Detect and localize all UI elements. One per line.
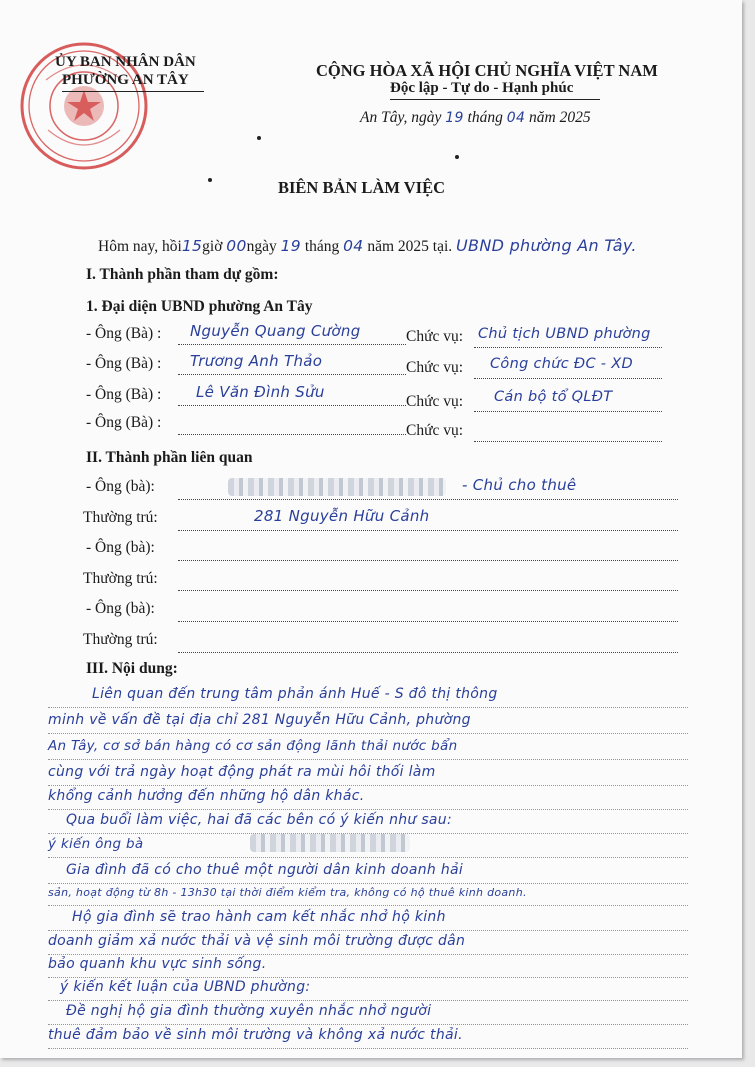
dotted-line	[474, 347, 662, 348]
dotted-line	[48, 883, 688, 884]
intro-hom-nay: Hôm nay, hồi	[98, 238, 182, 255]
intro-gio: giờ	[202, 238, 223, 255]
address-label: Thường trú:	[83, 631, 158, 648]
date-prefix: An Tây, ngày	[360, 109, 442, 126]
attendee-label: - Ông (Bà) :	[86, 386, 162, 403]
address-value: 281 Nguyễn Hữu Cảnh	[254, 507, 430, 525]
dotted-line	[48, 809, 688, 810]
redacted-name-blur	[250, 834, 410, 852]
content-line: Qua buổi làm việc, hai đã các bên có ý kiến như sau:	[66, 812, 452, 828]
date-day: 19	[445, 110, 464, 126]
section2-heading: II. Thành phần liên quan	[86, 449, 253, 466]
dotted-line	[48, 759, 688, 760]
motto-underline	[390, 99, 600, 100]
dotted-line	[178, 405, 406, 406]
dotted-line	[178, 374, 406, 375]
date-month: 04	[506, 110, 526, 126]
party-label: - Ông (bà):	[86, 539, 155, 556]
address-label: Thường trú:	[83, 509, 158, 526]
role-label: Chức vụ:	[406, 422, 464, 439]
dotted-line	[48, 1000, 688, 1001]
dotted-line	[474, 441, 662, 442]
dotted-line	[178, 590, 678, 591]
dotted-line	[48, 707, 688, 708]
redacted-name-blur	[228, 478, 446, 496]
dotted-line	[178, 344, 406, 345]
intro-nam-tai: năm 2025 tại.	[367, 238, 453, 255]
dotted-line	[48, 785, 688, 786]
party-value: - Chủ cho thuê	[462, 476, 577, 494]
section3-heading: III. Nội dung:	[86, 660, 178, 677]
intro-place: UBND phường An Tây.	[456, 236, 637, 255]
content-line: ý kiến kết luận của UBND phường:	[60, 979, 311, 995]
ink-speck	[455, 155, 459, 159]
nation-motto: Độc lập - Tự do - Hạnh phúc	[390, 80, 574, 96]
attendee-label: - Ông (Bà) :	[86, 355, 162, 372]
dotted-line	[474, 411, 662, 412]
content-line: Đề nghị hộ gia đình thường xuyên nhắc nhở người	[66, 1003, 432, 1019]
intro-hour: 15	[181, 237, 203, 255]
intro-day: 19	[280, 237, 301, 255]
intro-thang: tháng	[304, 238, 340, 255]
attendee-name: Nguyễn Quang Cường	[190, 322, 361, 340]
content-line: Gia đình đã có cho thuê một người dân kinh doanh hải	[66, 862, 464, 878]
intro-line	[98, 236, 637, 256]
dotted-line	[48, 905, 688, 906]
content-line: An Tây, cơ sở bán hàng có cơ sản động lãnh thải nước bẩn	[48, 738, 458, 754]
dotted-line	[48, 1024, 688, 1025]
attendee-name: Lê Văn Đình Sửu	[196, 383, 325, 401]
ink-speck	[208, 178, 212, 182]
nation-title: CỘNG HÒA XÃ HỘI CHỦ NGHĨA VIỆT NAM	[316, 61, 658, 80]
content-line: Hộ gia đình sẽ trao hành cam kết nhắc nhở hộ kinh	[72, 909, 446, 925]
org-underline	[62, 91, 204, 92]
dotted-line	[48, 954, 688, 955]
content-line: minh về vấn đề tại địa chỉ 281 Nguyễn Hữu Cảnh, phường	[48, 712, 471, 728]
attendee-role: Công chức ĐC - XD	[490, 356, 633, 372]
content-line: khổng cảnh hưởng đến những hộ dân khác.	[48, 788, 365, 804]
dotted-line	[178, 434, 406, 435]
attendee-role: Cán bộ tổ QLĐT	[494, 389, 613, 405]
attendee-role: Chủ tịch UBND phường	[478, 326, 651, 342]
dotted-line	[48, 733, 688, 734]
role-label: Chức vụ:	[406, 328, 464, 345]
content-line: thuê đảm bảo về sinh môi trường và không xả nước thải.	[48, 1027, 463, 1043]
ink-speck	[257, 136, 261, 140]
attendee-name: Trương Anh Thảo	[190, 352, 323, 370]
document-title: BIÊN BẢN LÀM VIỆC	[278, 178, 446, 197]
content-line: Liên quan đến trung tâm phản ánh Huế - S đô thị thông	[92, 686, 498, 702]
party-label: - Ông (bà):	[86, 478, 155, 495]
dotted-line	[178, 560, 678, 561]
date-month-label: tháng	[467, 109, 503, 126]
issue-date	[360, 109, 591, 127]
content-line: doanh giảm xả nước thải và vệ sinh môi trường được dân	[48, 933, 466, 949]
dotted-line	[178, 621, 678, 622]
dotted-line	[178, 499, 678, 500]
intro-minute: 00	[226, 237, 247, 255]
content-line: ý kiến ông bà	[48, 836, 144, 852]
dotted-line	[48, 1048, 688, 1049]
section1-heading: I. Thành phần tham dự gồm:	[86, 266, 279, 283]
content-line: cùng với trả ngày hoạt động phát ra mùi hôi thối làm	[48, 764, 436, 780]
content-line: sản, hoạt động từ 8h - 13h30 tại thời điểm kiểm tra, không có hộ thuê kinh doanh.	[48, 886, 527, 899]
party-label: - Ông (bà):	[86, 600, 155, 617]
role-label: Chức vụ:	[406, 359, 464, 376]
dotted-line	[474, 378, 662, 379]
date-year-label: năm 2025	[529, 109, 591, 126]
content-line: bảo quanh khu vực sinh sống.	[48, 956, 267, 972]
role-label: Chức vụ:	[406, 393, 464, 410]
address-label: Thường trú:	[83, 570, 158, 587]
attendee-label: - Ông (Bà) :	[86, 325, 162, 342]
attendee-label: - Ông (Bà) :	[86, 414, 162, 431]
dotted-line	[48, 857, 688, 858]
dotted-line	[48, 977, 688, 978]
dotted-line	[178, 652, 678, 653]
intro-ngay: ngày	[246, 238, 277, 255]
dotted-line	[178, 530, 678, 531]
intro-month: 04	[343, 237, 364, 255]
org-name-line1: ỦY BAN NHÂN DÂN	[55, 54, 196, 70]
dotted-line	[48, 930, 688, 931]
section1-subheading: 1. Đại diện UBND phường An Tây	[86, 298, 313, 315]
org-name-line2: PHƯỜNG AN TÂY	[62, 72, 189, 88]
